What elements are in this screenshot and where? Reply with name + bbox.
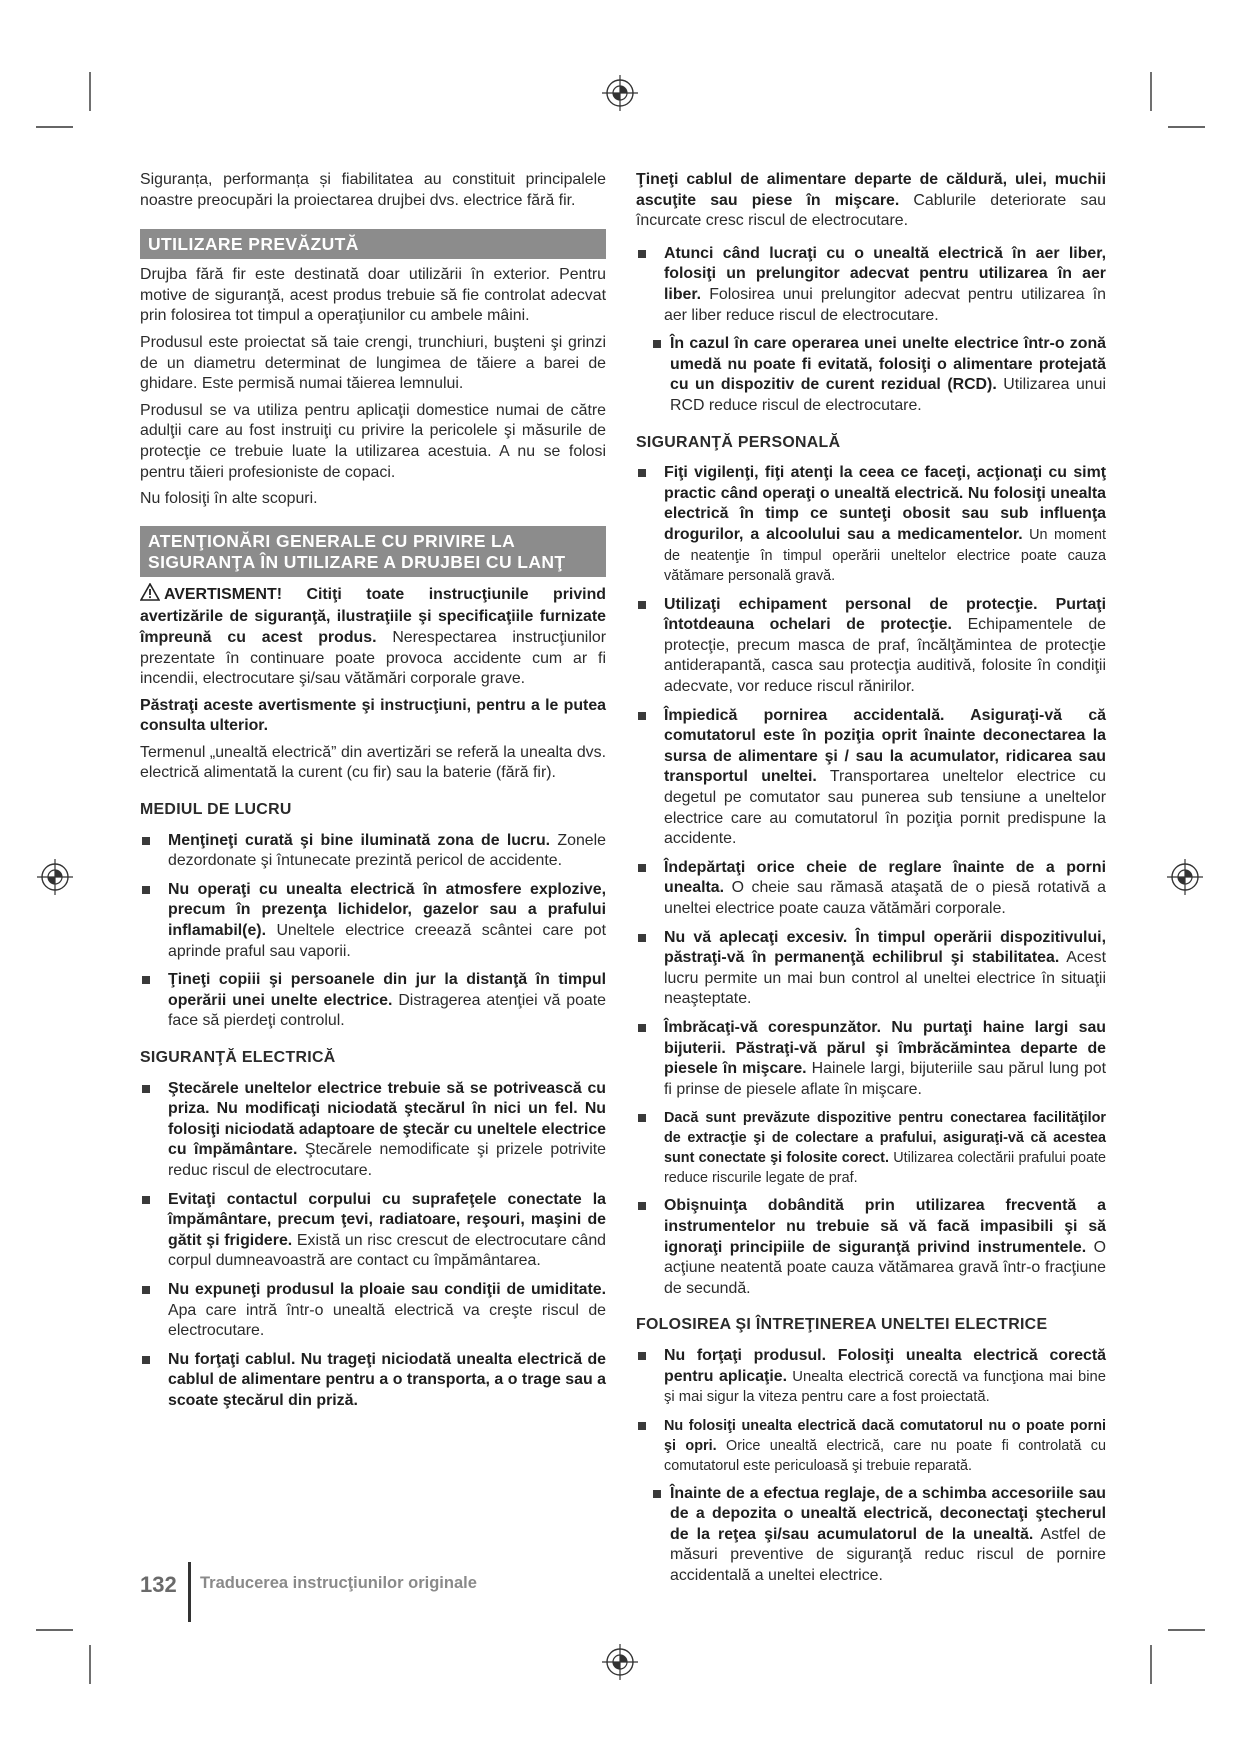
intended-use-heading: UTILIZARE PREVĂZUTĂ [140,229,606,259]
bullet-square-icon [142,1085,150,1093]
item-bold: Nu forţaţi produsul. Folosiţi unealta electrică corectă pentru aplicaţie. [664,1346,1106,1385]
list-item [636,928,1106,1010]
item-text: Distragerea atenţiei vă poate face să pierdeţi controlul. [168,991,606,1030]
item-bold: Îndepărtaţi orice cheie de reglare înainte de a porni unealta. [664,858,1106,897]
item-bold: Îmbrăcaţi-vă corespunzător. Nu purtaţi haine largi sau bijuterii. Păstraţi-vă părul şi îmbrăcămintea departe de piesele în mişcare. [664,1018,1106,1078]
bullet-square-icon [142,1356,150,1364]
term-definition-text: Termenul „unealtă electrică” din avertizări se referă la unealta dvs. electrică alimentată la curent (cu fir) sau la baterie (fără fir). [140,743,606,782]
keep-instructions-text [140,696,606,737]
registration-mark-top [602,75,638,111]
item-text: Ştecărele nemodificate şi prizele potrivite reduc riscul de electrocutare. [168,1141,606,1179]
item-bold: Înainte de a efectua reglaje, de a schimba accesoriile sau de a depozita o unealtă electrică, deconectaţi ştecherul de la reţea şi/sau acumulatorul de la unealtă. [670,1484,1106,1543]
list-item [140,831,606,872]
bullet-square-icon [638,250,646,258]
list-item [140,1280,606,1342]
item-text: Uneltele electrice creează scântei care pot aprinde praful sau vaporii. [168,922,606,960]
intended-use-paragraph: Produsul este proiectat să taie crengi, trunchiuri, buşteni şi grinzi de un diametru determinat de lungimea de tăiere a barei de ghidare. Este permisă numai tăierea lemnului. [140,333,606,393]
work-area-list [140,831,606,1032]
warning-paragraph [140,583,606,690]
personal-safety-heading: SIGURANŢĂ PERSONALĂ [636,433,841,451]
keep-instructions-bold: Păstraţi aceste avertismente şi instrucţiuni, pentru a le putea consulta ulterior. [140,696,606,735]
list-item [636,595,1106,698]
registration-mark-right [1167,859,1203,895]
item-text: Există un risc crescut de electrocutare când corpul dumneavoastră are contact cu împământarea. [168,1231,606,1270]
general-warnings-heading-line: ATENŢIONĂRI GENERALE CU PRIVIRE LA [148,530,516,551]
intended-use-paragraph: Produsul se va utiliza pentru aplicaţii domestice numai de către adulţii care au fost instruiţi cu privire la pericolele şi măsurile de protecţie ce trebuie luate la utilizarea acestuia. A nu se folosi pentru tăieri profesioniste de copaci. [140,401,606,481]
general-warnings-heading [140,526,606,577]
tool-use-heading: FOLOSIREA ŞI ÎNTREŢINEREA UNELTEI ELECTRICE [636,1316,1048,1334]
item-bold: Utilizaţi echipament personal de protecţie. Purtaţi întotdeauna ochelari de protecţie. [664,595,1106,634]
item-bold: Nu expuneţi produsul la ploaie sau condiţii de umiditate. [168,1280,606,1298]
item-text: Cablurile deteriorate sau încurcate cresc riscul de electrocutare. [636,191,1106,230]
item-text: Zonele dezordonate şi întunecate prezintă pericol de accidente. [168,831,606,870]
intro-paragraph: Siguranța, performanța și fiabilitatea au constituit principalele noastre preocupări la proiectarea drujbei dvs. electrice fără fir. [140,171,606,209]
page-footer [140,1568,740,1608]
item-bold: În cazul în care operarea unei unelte electrice într-o zonă umedă nu poate fi evitată, folosiţi o alimentare protejată cu un dispozitiv de curent rezidual (RCD). [670,335,1106,394]
list-item [636,706,1106,850]
bullet-square-icon [638,1024,646,1032]
bullet-square-icon [142,886,150,894]
item-text: Transportarea uneltelor electrice cu degetul pe comutator sau punerea sub tensiune a uneltelor electrice care au comutatorul în poziţia pornit predispune la accidente. [664,768,1106,848]
bullet-square-icon [142,976,150,984]
item-text: Apa care intră într-o unealtă electrică va creşte riscul de electrocutare. [168,1301,606,1340]
item-text: Orice unealtă electrică, care nu poate fi controlată cu comutatorul este periculoasă şi trebuie reparată. [664,1437,1106,1474]
item-bold: Nu vă aplecaţi excesiv. În timpul operării dispozitivului, păstraţi-vă în permanenţă echilibrul şi stabilitatea. [664,928,1106,967]
general-warnings-heading-line: SIGURANŢA ÎN UTILIZARE A DRUJBEI CU LANŢ [148,551,566,572]
intended-use-paragraph: Nu folosiţi în alte scopuri. [140,490,318,508]
item-text: Un moment de neatenţie în timpul operării uneltelor electrice poate cauza vătămare personală gravă. [664,526,1106,585]
item-bold: Dacă sunt prevăzute dispozitive pentru conectarea facilităţilor de extracţie şi de colectare a prafului, asiguraţi-vă că acestea sunt conectate şi folosite corect. [664,1110,1106,1167]
bullet-square-icon [638,1422,646,1430]
item-bold: Atunci când lucraţi cu o unealtă electrică în aer liber, folosiţi un prelungitor adecvat pentru utilizarea în aer liber. [664,244,1106,303]
list-item [636,244,1106,326]
item-bold: Fiţi vigilenţi, fiţi atenţi la ceea ce faceţi, acţionaţi cu simţ practic când operaţi o unealtă electrică. Nu folosiţi unealta electrică în timp ce sunteţi obosit sau sub influenţa drogurilor, a alcoolului sau a medicamentelor. [664,464,1106,543]
item-bold: Evitaţi contactul corpului cu suprafeţele conectate la împământare, precum ţevi, radiatoare, reşouri, maşini de gătit şi frigidere. [168,1190,606,1249]
bullet-square-icon [638,601,646,609]
electrical-safety-list [140,1079,606,1412]
list-item [140,1350,606,1412]
bullet-square-icon [142,1196,150,1204]
list-item [140,1190,606,1272]
item-text: Folosirea unui prelungitor adecvat pentru utilizarea în aer liber reduce riscul de electrocutare. [664,285,1106,324]
warning-text: Nerespectarea instrucţiunilor prezentate în continuare poate provoca accidente cum ar fi incendii, electrocutare şi/sau vătămări corporale grave. [140,628,606,688]
footer-text: Traducerea instrucţiunilor originale [200,1574,477,1592]
bullet-square-icon [638,1114,646,1122]
list-item [636,463,1106,587]
tool-use-list [636,1346,1106,1587]
item-text: O acţiune neatentă poate cauza vătămarea gravă într-o fracţiune de secundă. [664,1238,1106,1297]
bullet-square-icon [638,712,646,720]
bullet-square-icon [638,1202,646,1210]
list-item [636,1018,1106,1100]
list-item [636,1416,1106,1476]
list-item [140,970,606,1032]
list-item [636,858,1106,920]
bullet-square-icon [638,469,646,477]
bullet-square-icon [142,837,150,845]
left-column [140,170,606,1420]
item-bold: Ţineţi copiii şi persoanele din jur la distanţă în timpul operării unei unelte electrice. [168,971,606,1009]
list-item [636,334,1106,416]
registration-mark-bottom [602,1644,638,1680]
bullet-square-icon [638,934,646,942]
bullet-square-icon [653,1490,661,1498]
bullet-square-icon [638,864,646,872]
item-text: Astfel de măsuri preventive de siguranţă reduc riscul de pornire accidentală a uneltei electrice. [670,1525,1106,1585]
bullet-square-icon [638,1352,646,1360]
warning-triangle-icon [140,583,160,608]
item-bold: Împiedică pornirea accidentală. Asiguraţi-vă că comutatorul este în poziţia oprit înainte deconectarea la sursa de alimentare şi / sau la acumulator, ridicarea sau transportul uneltei. [664,706,1106,786]
right-column [636,170,1106,1595]
footer-divider [188,1562,191,1622]
item-text: Unealta electrică corectă va funcţiona mai bine şi mai sigur la viteza pentru care a fost proiectată. [664,1368,1106,1406]
personal-safety-list [636,463,1106,1299]
item-text: O cheie sau rămasă ataşată de o piesă rotativă a uneltei electrice poate cauza vătămări corporale. [664,879,1106,917]
continuation-paragraph [636,170,1106,232]
bullet-square-icon [653,340,661,348]
item-text: Acest lucru permite un mai bun control al uneltei electrice în situaţii neaşteptate. [664,949,1107,1008]
item-bold: Menţineţi curată şi bine iluminată zona de lucru. [168,831,551,849]
bullet-square-icon [142,1286,150,1294]
item-text: Utilizarea unui RCD reduce riscul de electrocutare. [670,376,1106,414]
list-item [636,1346,1106,1408]
registration-mark-left [37,859,73,895]
item-bold: Nu operaţi cu unealta electrică în atmosfere explozive, precum în prezenţa lichidelor, gazelor sau a prafului inflamabil(e). [168,880,606,940]
item-text: Echipamentele de protecţie, precum masca de praf, încălţămintea de protecţie antiderapantă, casca sau protecţia auditivă, folosite în condiţii adecvate, vor reduce riscul rănirilor. [664,616,1106,696]
list-item [140,1079,606,1182]
page-number: 132 [140,1572,177,1597]
electrical-safety-heading: SIGURANŢĂ ELECTRICĂ [140,1049,336,1066]
list-item [636,1196,1106,1299]
item-text: Utilizarea colectării prafului poate reduce riscurile legate de praf. [664,1150,1106,1187]
warning-bold-text: AVERTISMENT! Citiţi toate instrucţiunile privind avertizările de siguranţă, ilustraţiile şi specificaţiile furnizate împreună cu acest produs. [140,585,606,646]
work-area-heading: MEDIUL DE LUCRU [140,801,292,819]
item-bold: Obişnuinţa dobândită prin utilizarea frecventă a instrumentelor nu trebuie să vă facă impasibili şi să ignoraţi principiile de siguranţă privind instrumentele. [664,1197,1106,1256]
item-bold: Nu folosiţi unealta electrică dacă comutatorul nu o poate porni şi opri. [664,1417,1106,1454]
list-item [140,880,606,962]
intended-use-paragraph: Drujba fără fir este destinată doar utilizării în exterior. Pentru motive de siguranţă, acest produs trebuie să fie controlat adecvat prin folosirea tot timpul a operaţiunilor cu ambele mâini. [140,266,606,325]
list-item [636,1108,1106,1188]
item-bold: Ţineţi cablul de alimentare departe de căldură, ulei, muchii ascuţite sau piese în mişcare. [636,171,1106,209]
electrical-safety-more-list [636,244,1106,417]
item-text: Hainele largi, bijuteriile sau părul lung pot fi prinse de piesele aflate în mişcare. [664,1060,1106,1098]
item-bold: Nu forţaţi cablul. Nu trageţi niciodată unealta electrică de cablul de alimentare pentru a o transporta, a o trage sau a scoate ştecărul din priză. [168,1350,606,1409]
item-bold: Ştecărele uneltelor electrice trebuie să se potrivească cu priza. Nu modificaţi niciodată ştecărul în nici un fel. Nu folosiţi niciodată adaptoare de ştecăr cu uneltele electrice cu împământare. [168,1079,606,1159]
